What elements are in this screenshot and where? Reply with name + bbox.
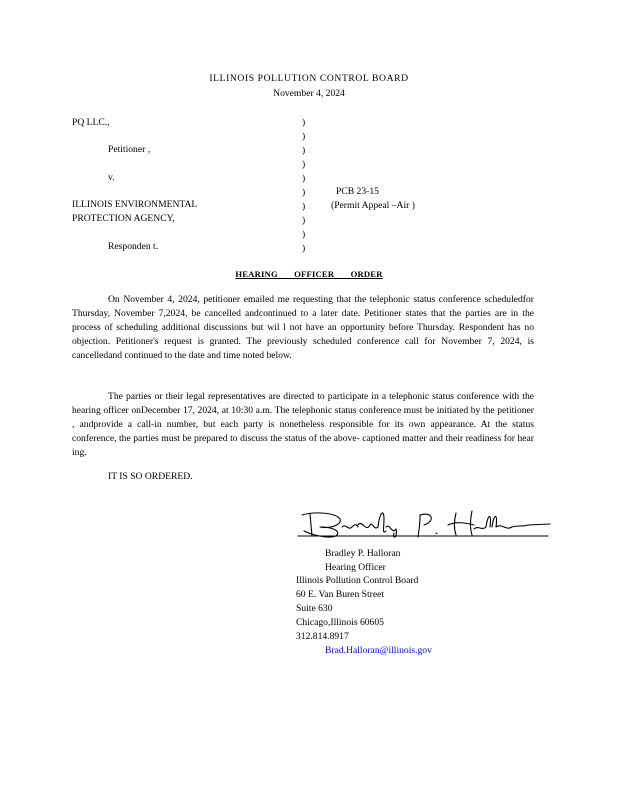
- paren: ): [302, 117, 306, 128]
- paren: ): [302, 131, 306, 142]
- paragraph-text: On November 4, 2024, petitioner emailed me requesting that the telephonic status conference scheduledfor Thursday, November 7,2024, be cancelled andcontinued to a later date. Petitioner states that the parties are in the process of scheduling additional discussions but wil l not have an opportunity before Thursday. Respondent has no objection. Petitioner's request is granted. The previously scheduled conference call for November 7, 2024, is cancelledand continued to the date and time noted below.: [72, 294, 534, 361]
- respondent-name-line1: ILLINOIS ENVIRONMENTAL: [72, 199, 198, 210]
- respondent-role: Responden t.: [108, 241, 159, 252]
- case-number: PCB 23-15: [336, 186, 379, 197]
- paren: ): [302, 215, 306, 226]
- versus: v.: [108, 172, 115, 183]
- signer-title: Hearing Officer: [325, 562, 386, 573]
- board-name: ILLINOIS POLLUTION CONTROL BOARD: [209, 73, 409, 84]
- order-date: November 4, 2024: [273, 88, 345, 99]
- paren: ): [302, 229, 306, 240]
- paragraph-text: IT IS SO ORDERED.: [108, 471, 193, 482]
- paren: ): [302, 243, 306, 254]
- phone-number: 312.814.8917: [296, 631, 349, 642]
- body-paragraph-1: [72, 293, 534, 363]
- paren: ): [302, 145, 306, 156]
- paren: ): [302, 201, 306, 212]
- body-paragraph-3: [72, 470, 534, 484]
- case-type: (Permit Appeal –Air ): [331, 200, 415, 211]
- petitioner-role: Petitioner ,: [108, 144, 151, 155]
- email-link[interactable]: Brad.Halloran@illinois.gov: [325, 645, 432, 656]
- paren: ): [302, 187, 306, 198]
- address-street: 60 E. Van Buren Street: [296, 589, 385, 600]
- address-city: Chicago,Illinois 60605: [296, 617, 384, 628]
- body-paragraph-2: [72, 390, 534, 460]
- handwritten-signature: [296, 505, 554, 539]
- petitioner-name: PQ LLC.,: [72, 117, 110, 128]
- paren: ): [302, 173, 306, 184]
- paragraph-text: The parties or their legal representatives are directed to participate in a telephonic status conference with the hearing officer onDecember 17, 2024, at 10:30 a.m. The telephonic status conference must be initiated by the petitioner , andprovide a call-in number, but each party is nonetheless responsible for its own appearance. At the status conference, the parties must be prepared to discuss the status of the above- captioned matter and their readiness for hear ing.: [72, 391, 534, 458]
- signer-name: Bradley P. Halloran: [325, 548, 401, 559]
- paren: ): [302, 159, 306, 170]
- respondent-name-line2: PROTECTION AGENCY,: [72, 213, 175, 224]
- order-title: HEARING OFFICER ORDER: [235, 269, 383, 279]
- address-suite: Suite 630: [296, 603, 333, 614]
- signer-organization: Illinois Pollution Control Board: [296, 575, 419, 586]
